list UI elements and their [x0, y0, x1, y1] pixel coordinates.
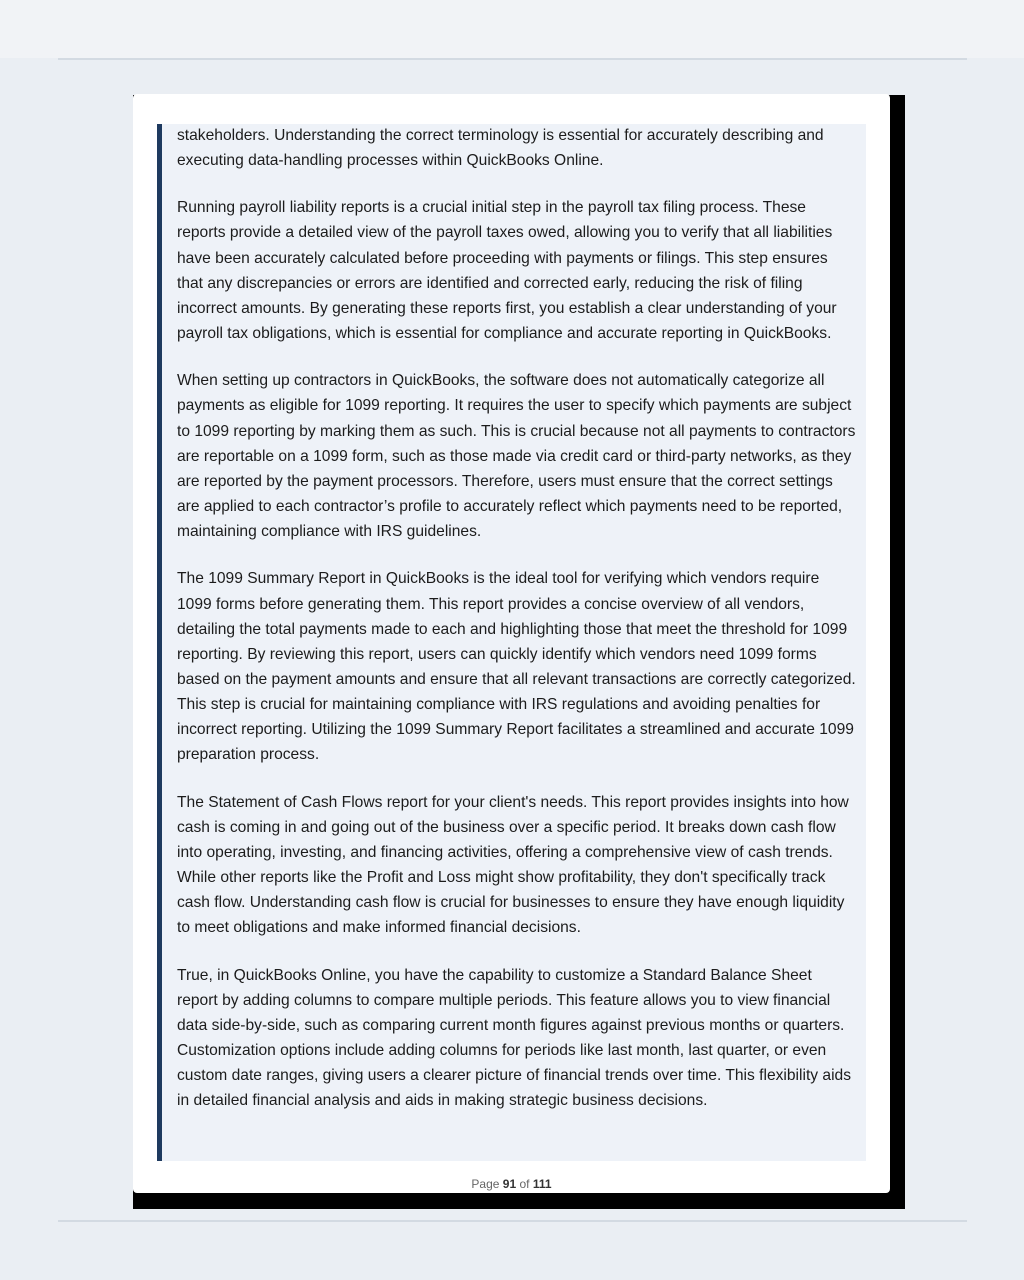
- page-number: [133, 1177, 890, 1191]
- answer-callout: [157, 124, 866, 1161]
- paragraph: Running payroll liability reports is a crucial initial step in the payroll tax filing process. These reports provide a detailed view of the payroll taxes owed, allowing you to verify that all liabilities have been accurately calculated before proceeding with payments or filings. This step ensures that any discrepancies or errors are identified and corrected early, reducing the risk of filing incorrect amounts. By generating these reports first, you establish a clear understanding of your payroll tax obligations, which is essential for compliance and accurate reporting in QuickBooks.: [177, 199, 837, 343]
- viewer-top-bar: [0, 0, 1024, 58]
- page-word: Page: [471, 1177, 500, 1191]
- paragraph: When setting up contractors in QuickBooks, the software does not automatically categorize all payments as eligible for 1099 reporting. It requires the user to specify which payments are subject to 1099 reporting by marking them as such. This is crucial because not all payments to contractors are reportable on a 1099 form, such as those made via credit card or third-party networks, as they are reported by the payment processors. Therefore, users must ensure that the correct settings are applied to each contractor’s profile to accurately reflect which payments need to be reported, maintaining compliance with IRS guidelines.: [177, 372, 856, 541]
- paragraph: stakeholders. Understanding the correct terminology is essential for accurately describing and executing data-handling processes within QuickBooks Online.: [177, 127, 824, 170]
- document-page: [133, 94, 890, 1193]
- paragraph: The 1099 Summary Report in QuickBooks is the ideal tool for verifying which vendors require 1099 forms before generating them. This report provides a concise overview of all vendors, detailing the total payments made to each and highlighting those that meet the threshold for 1099 reporting. By reviewing this report, users can quickly identify which vendors need 1099 forms based on the payment amounts and ensure that all relevant transactions are correctly categorized. This step is crucial for maintaining compliance with IRS regulations and avoiding penalties for incorrect reporting. Utilizing the 1099 Summary Report facilitates a streamlined and accurate 1099 preparation process.: [177, 570, 856, 764]
- top-divider: [58, 58, 967, 60]
- page-current: 91: [502, 1177, 517, 1191]
- paragraph: True, in QuickBooks Online, you have the capability to customize a Standard Balance Sheet report by adding columns to compare multiple periods. This feature allows you to view financial data side-by-side, such as comparing current month figures against previous months or quarters. Customization options include adding columns for periods like last month, last quarter, or even custom date ranges, giving users a clearer picture of financial trends over time. This flexibility aids in detailed financial analysis and aids in making strategic business decisions.: [177, 966, 852, 1110]
- bottom-divider: [58, 1220, 967, 1222]
- paragraph: The Statement of Cash Flows report for your client's needs. This report provides insights into how cash is coming in and going out of the business over a specific period. It breaks down cash flow into operating, investing, and financing activities, offering a comprehensive view of cash trends. While other reports like the Profit and Loss might show profitability, they don't specifically track cash flow. Understanding cash flow is crucial for businesses to ensure they have enough liquidity to meet obligations and make informed financial decisions.: [177, 793, 849, 937]
- page-total: 111: [532, 1177, 552, 1191]
- of-word: of: [519, 1177, 530, 1191]
